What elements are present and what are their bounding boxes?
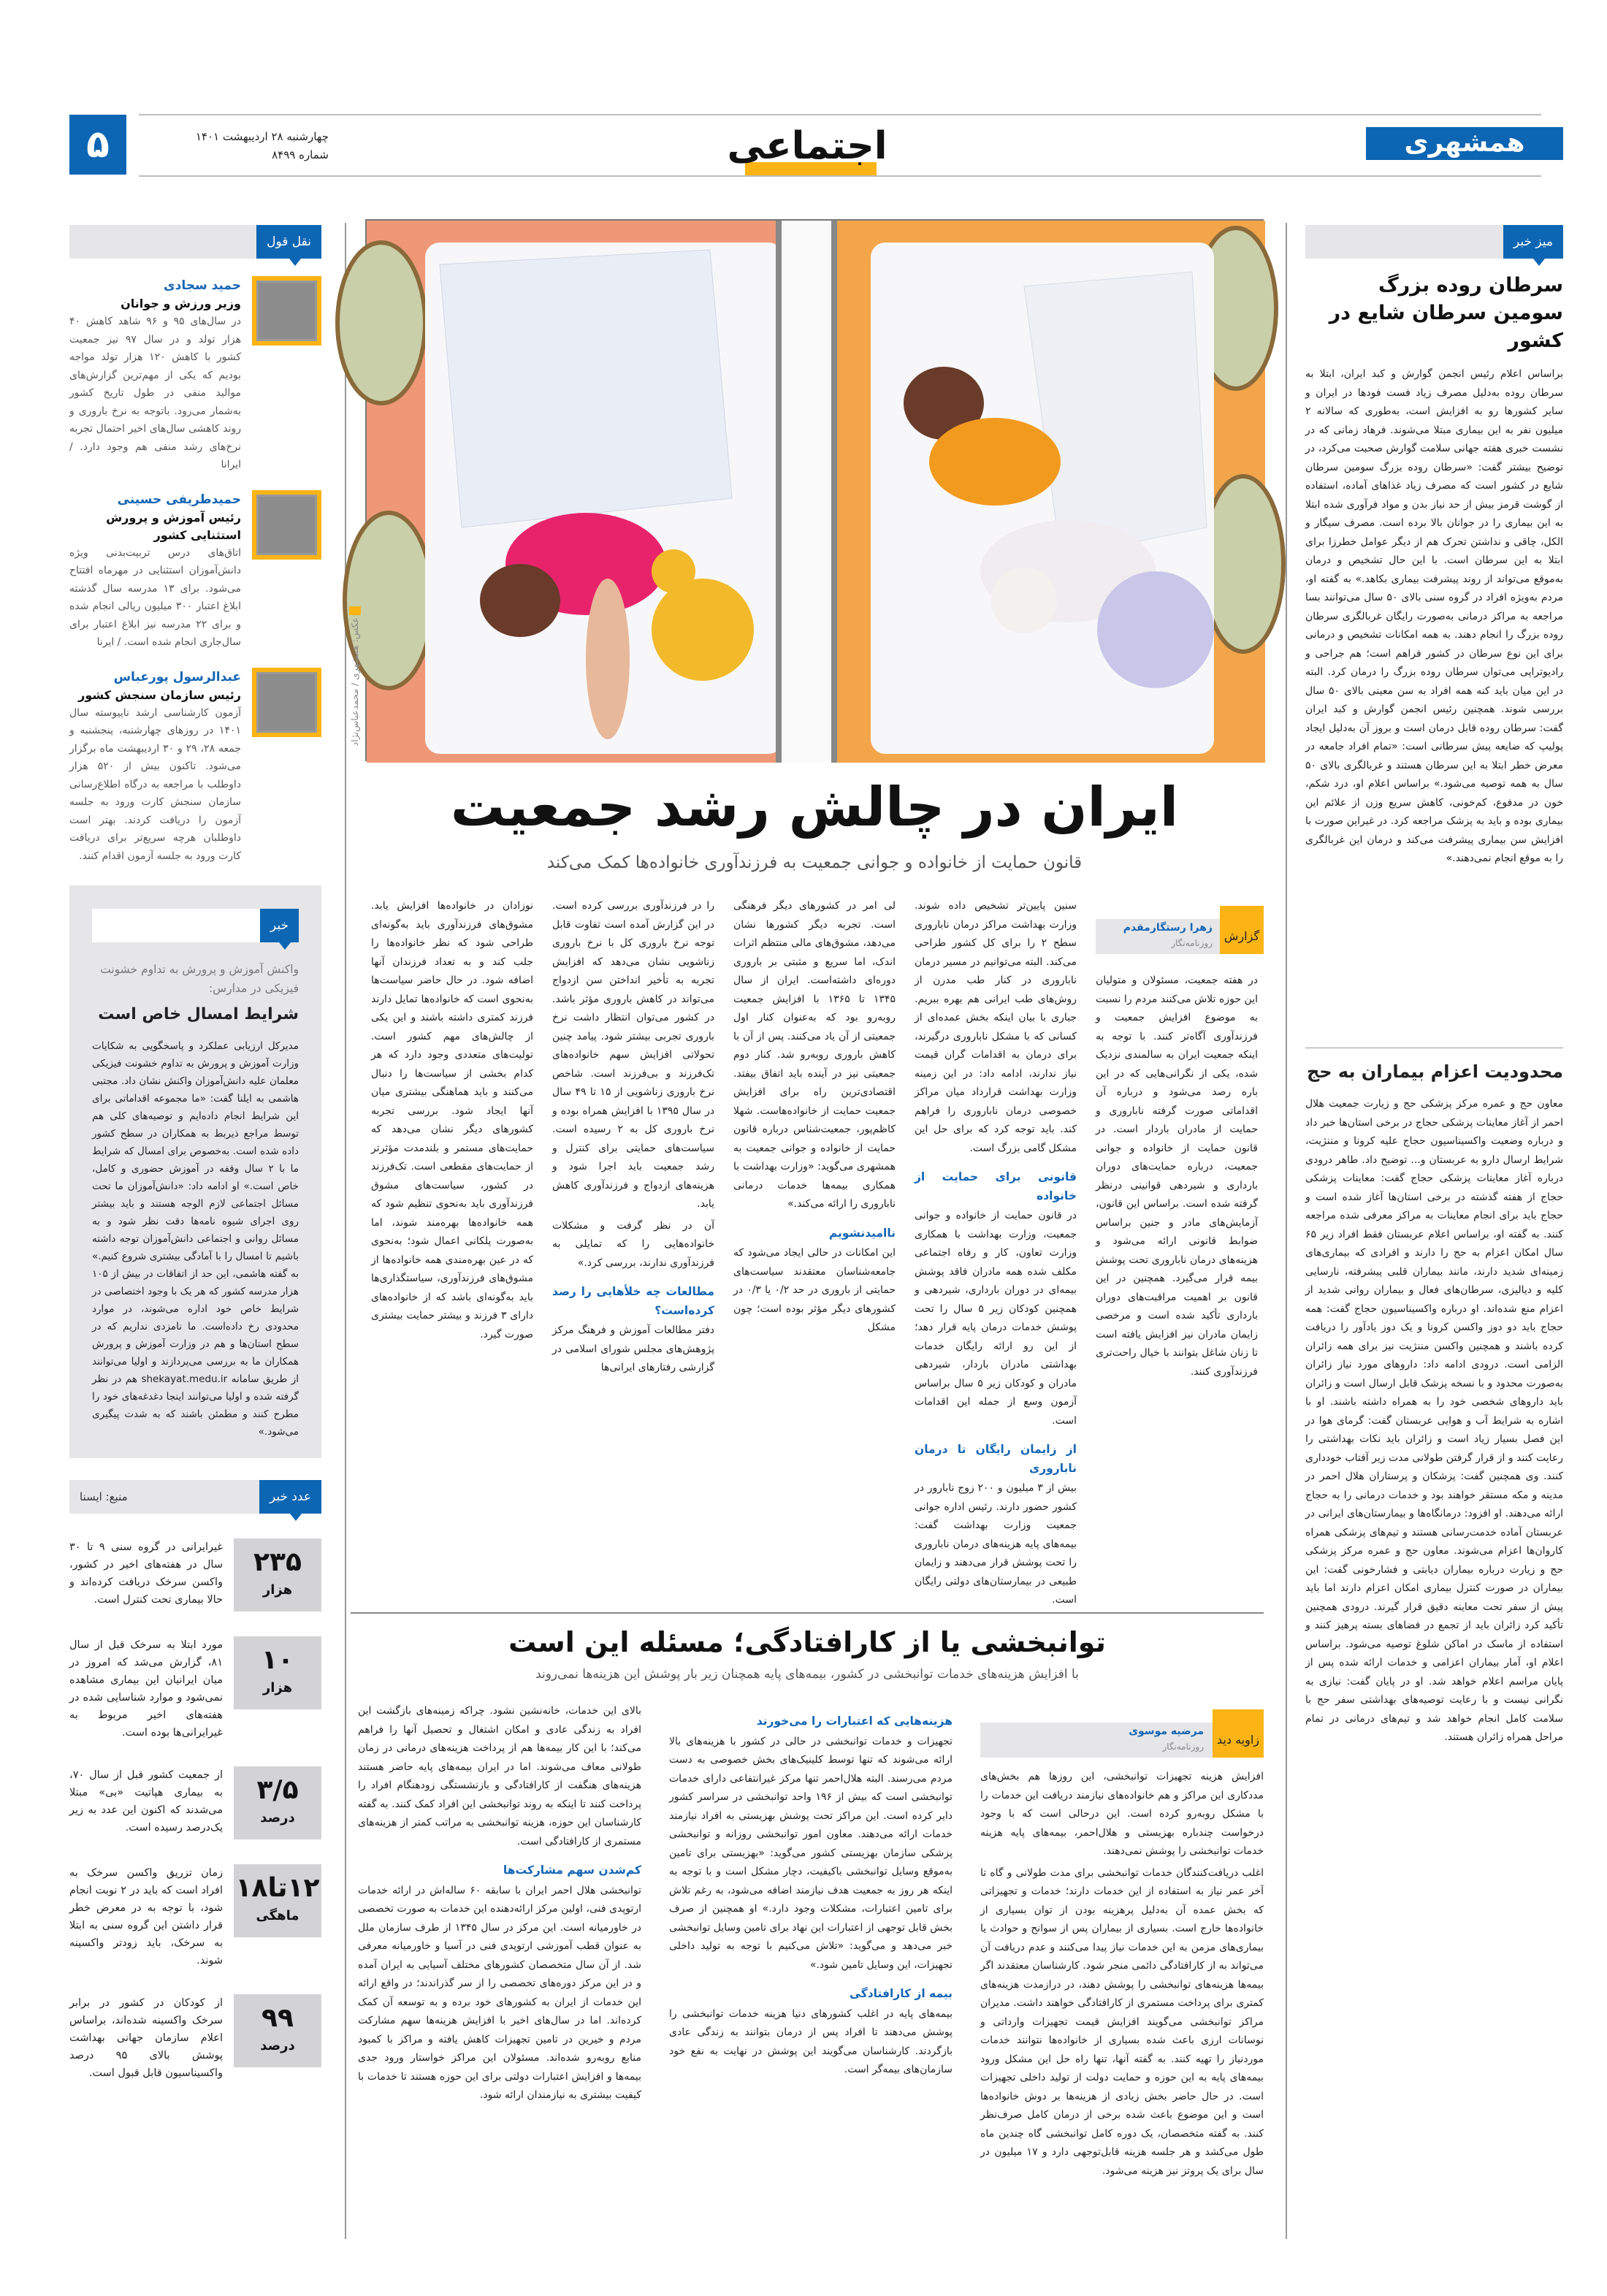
- number-badge: [234, 1538, 321, 1612]
- paragraph: لی امر در کشورهای دیگر فرهنگی است. تجربه دیگر کشورها نشان می‌دهد، مشوق‌های مالی منتظم اثرات اندک، اما سریع و مثبتی بر باروری دوره‌ای داشته‌است. ایران از سال ۱۳۴۵ تا ۱۳۶۵ با افزایش جمعیت روبه‌رو بود که به‌عنوان کنار اول جمعیتی از آن یاد می‌کنند. پس از آن با کاهش باروری روبه‌رو شد. کنار دوم جمعیتی نیز در آینده باید اتفاق بیفتد. اقتصادی‌ترین راه برای افزایش جمعیت حمایت از خانواده‌هاست. شهلا کاظم‌پور، جمعیت‌شناس درباره قانون حمایت از خانواده و جوانی جمعیت به همشهری می‌گوید: «وزارت بهداشت با همکاری بیمه‌ها خدمات درمانی ناباروری را ارائه می‌کند.»: [733, 900, 896, 1210]
- main-headline[interactable]: ایران در چالش رشد جمعیت: [450, 776, 1179, 839]
- article-hajj-title[interactable]: محدودیت اعزام بیماران به حج: [1306, 1061, 1563, 1082]
- paragraph: را در فرزندآوری بررسی کرده است. در این گزارش آمده است تفاوت قابل توجه نرخ باروری کل با نرخ باروری زناشویی نشان می‌دهد که افزایش تجربه به تأخیر انداختن سن ازدواج می‌تواند در کاهش باروری مؤثر باشد. در کشور می‌توان انتظار داشت نرخ باروری تجربی بیشتر شود. پیامد چنین تحولاتی افزایش سهم خانواده‌های تک‌فرزند و بی‌فرزند است. شاخص نرخ باروری زناشویی از ۱۵ تا ۴۹ سال در سال ۱۳۹۵ با افزایش همراه بوده و نرخ باروری کل به ۲ رسیده است. سیاست‌های حمایتی برای کنترل و رشد جمعیت باید اجرا شود و هزینه‌های ازدواج و فرزندآوری کاهش یابد.: [552, 900, 715, 1210]
- article-colon-cancer-body: براساس اعلام رئیس انجمن گوارش و کبد ایران، ابتلا به سرطان روده به‌دلیل مصرف زیاد فست فودها در ایران و سایر کشورها رو به افزایش است، به‌طوری که سالانه ۲ میلیون نفر به این بیماری مبتلا می‌شوند. فرهاد زمانی که در نشست خبری هفته جهانی سلامت گوارش صحبت می‌کرد، در توضیح بیشتر گفت: «سرطان روده بزرگ سومین سرطان شایع در کشور است که مصرف زیاد غذاهای آماده، استفاده از گوشت قرمز بیش از حد نیاز بدن و مواد فرآوری شده ابتلا به این بیماری را در جوانان بالا برده است. مصرف سیگار و الکل، چاقی و نداشتن تحرک هم از دیگر عوامل خطرزا برای ابتلا به این سرطان است. با این حال تشخیص و درمان به‌موقع می‌تواند از روند پیشرفت بیماری بکاهد.» به گفته او، مردم به‌ویژه افراد در گروه سنی بالای ۵۰ سال می‌توانند بسا مراجعه به مراکز درمانی به‌صورت رایگان غربالگری سرطان روده بزرگ را انجام دهند. به همه امکانات تشخیص و درمانی برای این نوع سرطان در کشور فراهم است؛ هم جراحی و رادیوتراپی می‌توان سرطان روده بزرگ را درمان کرد. البته در این میان باید کنه همه افراد به سن معینی بالای ۵۰ سال بررسی شوند. همچنین رئیس انجمن گوارش و کبد ایران گفت: سرطان روده قابل درمان است و بروز آن به‌دلیل ایجاد پولیپ که ضایعه پیش سرطانی است: «تمام افراد جامعه در معرض خطر ابتلا به این سرطان هستند و غربالگری بالای ۵۰ سال به همه توصیه می‌شود.» براساس اعلام او، درد شکم، خون در مدفوع، کم‌خونی، کاهش سریع وزن از علائم این بیماری بوده و باید به پزشک مراجعه کرد. در غیراین صورت با افزایش سن بیماری پیشرفت می‌کند و درمان این غربالگری را به موقع انجام نمی‌دهند.»: [1305, 368, 1563, 864]
- bottom-headline[interactable]: توانبخشی یا از کارافتادگی؛ مسئله این است: [508, 1626, 1106, 1658]
- issue-date: چهارشنبه ۲۸ اردیبهشت ۱۴۰۱: [195, 130, 329, 143]
- number-description: غیرایرانی در گروه سنی ۹ تا ۳۰ سال در هفته‌های اخیر در کشور، واکسن سرخک دریافت کرده‌اند و حالا بیماری تحت کنترل است.: [69, 1541, 224, 1606]
- number-unit: هزار: [262, 1680, 293, 1696]
- paragraph: در هفته جمعیت، مسئولان و متولیان این حوزه تلاش می‌کنند مردم را نسبت به موضوع افزایش جمعیت و فرزندآوری آگاه‌تر کنند. با توجه به اینکه جمعیت ایران به سالمندی نزدیک شده، یکی از نگرانی‌هایی که در این باره رصد می‌شود و درباره آن اقداماتی صورت گرفته ناباروری و حمایت از مادران باردار است. در قانون حمایت از خانواده و جوانی جمعیت، درباره حمایت‌های دوران بارداری و شیردهی قوانینی درنظر گرفته شده است. براساس این قانون، آزمایش‌های مادر و جنین براساس ضوابط قانونی ارائه می‌شود و هزینه‌های درمان ناباروری تحت پوشش بیمه قرار می‌گیرد. همچنین در این قانون بر اهمیت مراقبت‌های دوران بارداری تأکید شده است و مرخصی زایمان مادران نیز افزایش یافته است تا زنان شاغل بتوانند با خیال راحت‌تری فرزندآوری کنند.: [1096, 975, 1258, 1378]
- section-subheading: هزینه‌هایی که اعتبارات را می‌خورند: [756, 1715, 953, 1728]
- bottom-subheadline: با افزایش هزینه‌های خدمات توانبخشی در کشور، بیمه‌های پایه همچنان زیر بار پوشش این هزینه‌ها نمی‌روند: [535, 1667, 1079, 1682]
- viewpoint-tag: زاویه دید: [1213, 1709, 1264, 1758]
- right-column: [1305, 225, 1563, 2241]
- viewpoint-byline: [980, 1709, 1264, 1758]
- quote-person-role: رئیس سازمان سنجش کشور: [78, 687, 241, 702]
- paragraph: این امکانات در حالی ایجاد می‌شود که جامعه‌شناسان معتقدند سیاست‌های حمایتی از باروری در حد ۰/۲ یا ۰/۳ در کشورهای دیگر مؤثر بوده است؛ چون مشکل: [733, 1247, 896, 1333]
- number-unit: ماهگی: [256, 1908, 299, 1923]
- section-subheading: ناامیدنشویم: [828, 1226, 896, 1240]
- number-item: [69, 1994, 321, 2082]
- quote-item: [69, 276, 321, 474]
- number-unit: درصد: [260, 2038, 295, 2053]
- left-column-divider: [345, 223, 346, 2239]
- report-tag: گزارش: [1220, 906, 1264, 954]
- number-value: ۲۳۵: [253, 1547, 302, 1577]
- section-title-text: اجتماعی: [727, 124, 888, 168]
- number-value: ۹۹: [262, 2003, 294, 2033]
- person-photo: [256, 495, 317, 555]
- paragraph: بیمه‌های پایه در اغلب کشورهای دنیا هزینه خدمات توانبخشی را پوشش می‌دهند تا افراد پس از درمان بتوانند به زندگی عادی بازگردند. کارشناسان می‌گویند این پوشش در نهایت به نفع خود سازمان‌های بیمه‌گر است.: [669, 2007, 953, 2075]
- babies-in-cribs-photo: [367, 221, 1265, 763]
- section-subheading: از زایمان رایگان تا درمان ناباروری: [915, 1443, 1077, 1475]
- article-hajj-body: معاون حج و عمره مرکز پزشکی حج و زیارت جمعیت هلال احمر از آغاز معاینات پزشکی حجاج در برخی استان‌ها خبر داد و درباره وضعیت واکسیناسیون حجاج علیه کرونا و مننژیت، شرایط ارسال دارو به عربستان و... توضیح داد. طاهر درودی درباره آغاز معاینات پزشکی حجاج گفت: معاینات پزشکی حجاج از هفته گذشته در برخی استان‌ها آغاز شده است و حجاج باید برای انجام معاینات به مراکز معرفی شده مراجعه کنند. به گفته او، براساس اعلام عربستان فقط افراد زیر ۶۵ سال امکان اعزام به حج را دارند و افرادی که بیماری‌های زمینه‌ای شدید دارند، مانند بیماران قلبی پیشرفته، نارسایی کلیه و دیالیزی، سرطان‌های فعال و بیماران روانی شدید از اعزام منع شده‌اند. او درباره واکسیناسیون حجاج گفت: همه حجاج باید دو دوز واکسن کرونا و یک دوز یادآور را دریافت کرده باشند و همچنین واکسن مننژیت نیز برای همه زائران الزامی است. درودی ادامه داد: داروهای مورد نیاز زائران به‌صورت محدود و با نسخه پزشک قابل ارسال است و زائران باید داروهای شخصی خود را به همراه داشته باشند. او با اشاره به شرایط آب و هوایی عربستان گفت: گرمای هوا در این فصل بسیار زیاد است و زائران باید نکات بهداشتی را رعایت کنند و از قرار گرفتن طولانی مدت زیر آفتاب خودداری کنند. وی همچنین گفت: پزشکان و پرستاران هلال احمر در مدینه و مکه مستقر خواهند بود و خدمات درمانی را به حجاج ارائه می‌دهند. او افزود: درمانگاه‌ها و بیمارستان‌های ایرانی در عربستان آماده خدمت‌رسانی هستند و تیم‌های پزشکی همراه کاروان‌ها اعزام می‌شوند. معاون حج و عمره مرکز پزشکی حج و زیارت درباره بیماران دیابتی و فشارخونی گفت: این بیماران در صورت کنترل بیماری امکان اعزام دارند اما باید پیش از سفر تحت معاینه دقیق قرار گیرند. درودی همچنین تأکید کرد زائران باید از تجمع در فضاهای بسته پرهیز کنند و استفاده از ماسک در اماکن شلوغ توصیه می‌شود. براساس اعلام او، آمار بیماران اعزامی و خدمات ارائه شده پس از پایان مراسم اعلام خواهد شد. او در پایان گفت: نیازی به نگرانی نیست و با رعایت توصیه‌های بهداشتی سفر حج با سلامت کامل انجام خواهد شد و تیم‌های درمانی در تمام مراحل همراه زائران هستند.: [1305, 1098, 1563, 1743]
- paragraph: سنین پایین‌تر تشخیص داده شوند. وزارت بهداشت مراکز درمان ناباروری سطح ۲ را برای کل کشور طراحی می‌کند. البته می‌توانیم در مسیر درمان ناباروری در کنار طب مدرن از روش‌های طب ایرانی هم بهره ببریم. جباری با بیان اینکه بخش عمده‌ای از کسانی که با مشکل ناباروری درگیرند، برای درمان به اقدامات گران قیمت نیاز ندارند، ادامه داد: در این زمینه وزارت بهداشت قرارداد میان مراکز خصوصی درمان ناباروری را فراهم کند. باید توجه کرد که برای حل این مشکل گامی بزرگ است.: [915, 900, 1077, 1154]
- number-description: زمان تزریق واکسن سرخک به افراد است که باید در ۲ نوبت انجام شود، با توجه به در معرض خطر قرار داشتن این گروه سنی به ابتلا به سرخک، باید زودتر واکسینه شوند.: [69, 1867, 223, 1967]
- quote-content: [69, 668, 241, 866]
- number-badge: [234, 1994, 321, 2067]
- issue-number: شماره ۸۴۹۹: [272, 148, 329, 161]
- article-column: [669, 1702, 953, 2235]
- main-subheadline: قانون حمایت از خانواده و جوانی جمعیت به فرزندآوری خانواده‌ها کمک می‌کند: [546, 853, 1083, 872]
- number-description: از کودکان در کشور در برابر سرخک واکسینه شده‌اند، براساس اعلام سازمان جهانی بهداشت پوشش بالای ۹۵ درصد واکسیناسیون قابل قبول است.: [69, 1997, 223, 2079]
- number-badge: [234, 1766, 321, 1839]
- news-desk-tag: میز خبر: [1503, 225, 1563, 259]
- quote-item: [69, 668, 321, 866]
- number-item: [69, 1538, 321, 1612]
- quote-person-name[interactable]: حمید سجادی: [164, 278, 241, 293]
- number-description: مورد ابتلا به سرخک قبل از سال ۸۱، گزارش می‌شد که امروز در میان ایرانیان این بیماری مشاهده نمی‌شود و موارد شناسایی شده در هفته‌های اخیر مربوط به غیرایرانی‌ها بوده است.: [69, 1639, 223, 1739]
- page-number-badge: ۵: [69, 115, 126, 175]
- photo-credit: عکس: همشهری / محمدعباس‌نژاد: [349, 617, 360, 747]
- paragraph: افزایش هزینه تجهیزات توانبخشی، این روزها هم بخش‌های مددکاری این مراکز و هم خانواده‌های نیازمند دریافت این خدمات را با مشکل روبه‌رو کرده است. این درحالی است که با وجود درخواست چندباره بهزیستی و هلال‌احمر، بیمه‌های پایه هزینه خدمات توانبخشی را پوشش نمی‌دهند.: [980, 1771, 1264, 1857]
- news-desk-header: [1305, 225, 1563, 259]
- quote-portrait: [252, 276, 321, 346]
- number-badge: [234, 1636, 321, 1709]
- paragraph: آن در نظر گرفت و مشکلات خانواده‌هایی را که تمایلی به فرزندآوری ندارند، بررسی کرد.»: [552, 1219, 714, 1269]
- photo-credit-marker: [349, 606, 361, 615]
- article-column: [371, 897, 533, 1584]
- numbers-list: [69, 1514, 321, 2082]
- article-column: [980, 1768, 1264, 2235]
- quote-item: [69, 490, 321, 652]
- news-box-header: [92, 909, 299, 942]
- number-value: ۳/۵: [256, 1775, 299, 1805]
- quote-text: آزمون کارشناسی ارشد ناپیوسته سال ۱۴۰۱ در روزهای چهارشنبه، پنجشنبه و جمعه ۲۸، ۲۹ و ۳۰ اردیبهشت ماه برگزار می‌شود. تاکنون بیش از ۵۲۰ هزار داوطلب با مراجعه به درگاه اطلاع‌رسانی سازمان سنجش کارت ورود به جلسه آزمون را دریافت کردند. بهتر است داوطلبان هرچه سریع‌تر برای دریافت کارت ورود به جلسه آزمون اقدام کنند.: [69, 706, 242, 862]
- article-column: [1096, 972, 1258, 1584]
- main-photo: [365, 219, 1264, 761]
- section-subheading: کم‌شدن سهم مشارکت‌ها: [503, 1864, 641, 1877]
- number-item: [69, 1636, 321, 1742]
- paragraph: بیش از ۳ میلیون و ۲۰۰ زوج نابارور در کشور حضور دارند. رئیس اداره جوانی جمعیت وزارت بهداشت گفت: بیمه‌های پایه هزینه‌های درمان ناباروری را تحت پوشش قرار می‌دهند و زایمان طبیعی در بیمارستان‌های دولتی رایگان است.: [915, 1482, 1077, 1606]
- number-value: ۱۲تا۱۸: [235, 1873, 320, 1903]
- news-title[interactable]: شرایط امسال خاص است: [98, 1005, 299, 1023]
- paragraph: توانبخشی هلال احمر ایران با سابقه ۶۰ ساله‌اش در ارائه خدمات ارتوپدی فنی، اولین مرکز ارائه‌دهنده این خدمات به صورت تخصصی در خاورمیانه است. این مرکز در سال ۱۳۴۵ از طرف سازمان ملل به عنوان قطب آموزشی ارتوپدی فنی در آسیا و خاورمیانه معرفی شد. از آن سال متخصصان کشورهای مختلف آسیایی به ایران آمده و در این مرکز دوره‌های تخصصی را از سر گذراندند؛ در واقع ارائه این خدمات از ایران به کشورهای خود برده و به توسعه آن کمک کرده‌اند. اما در سال‌های اخیر با افزایش هزینه‌ها سهم مشارکت مردم و خیرین در تامین تجهیزات کاهش یافته و مراکز با کمبود منابع روبه‌رو شده‌اند. مسئولان این مراکز خواستار ورود جدی بیمه‌ها و افزایش اعتبارات دولتی برای این حوزه هستند تا خدمات با کیفیت بیشتری به نیازمندان ارائه شود.: [358, 1884, 641, 2101]
- report-author-role: روزنامه‌نگار: [1171, 938, 1213, 948]
- paragraph: تجهیزات و خدمات توانبخشی در حالی در کشور با هزینه‌های بالا ارائه می‌شوند که تنها توسط کلینیک‌های بخش خصوصی به دست مردم می‌رسند. البته هلال‌احمر تنها مرکز غیرانتفاعی دارای خدمات توانبخشی است که بیش از ۱۹۶ واحد توانبخشی در سراسر کشور دایر کرده است. این مراکز تحت پوشش بهزیستی به افراد نیازمند خدمات ارائه می‌دهند. معاون امور توانبخشی روزانه و توانبخشی پزشکی سازمان بهزیستی کشور می‌گوید: «بهزیستی برای تامین به‌موقع وسایل توانبخشی باکیفیت، دچار مشکل است و با توجه به اینکه هر روز به جمعیت هدف نیازمند اضافه می‌شود، به رغم تلاش برای تامین اعتبارات، مشکلات وجود دارد.» او همچنین از صرف بخش قابل توجهی از اعتبارات این نهاد برای تامین وسایل توانبخشی خبر می‌دهد و می‌گوید: «تلاش می‌کنیم با توجه به تولید داخلی تجهیزات، این وسایل تامین شود.»: [669, 1735, 953, 1971]
- issue-info: [139, 128, 329, 164]
- paragraph: دفتر مطالعات آموزش و فرهنگ مرکز پژوهش‌های مجلس شورای اسلامی در گزارشی رفتارهای ایرانی‌ها: [552, 1324, 714, 1373]
- number-item: [69, 1766, 321, 1839]
- number-badge: [234, 1864, 321, 1937]
- report-author[interactable]: زهرا رستگارمقدم: [1123, 922, 1213, 934]
- numbers-tag: عدد خبر: [259, 1480, 321, 1514]
- bottom-separator: [351, 1612, 1264, 1614]
- number-value: ۱۰: [262, 1645, 294, 1675]
- quote-person-name[interactable]: حمیدطریفی حسینی: [117, 492, 241, 507]
- number-unit: درصد: [260, 1810, 295, 1826]
- report-byline: [1096, 906, 1264, 954]
- section-subheading: قانونی برای حمایت از خانواده: [915, 1170, 1077, 1202]
- left-column: [69, 225, 321, 2263]
- numbers-source: منبع: ایسنا: [80, 1490, 128, 1503]
- quote-person-role: رئیس آموزش و پرورش استثنایی کشور: [106, 510, 241, 542]
- news-body: مدیرکل ارزیابی عملکرد و پاسخگویی به شکایات وزارت آموزش و پرورش به تداوم خشونت فیزیکی معلمان علیه دانش‌آموزان واکنش نشان داد. مجتبی هاشمی به ایلنا گفت: «ما مجموعه اقداماتی برای این شرایط انجام داده‌ایم و توصیه‌های کلی هم توسط مراجع ذیربط به همکاران در سطح کشور داده شده است. به‌خصوص برای امسال که شرایط ما با ۲ سال وقفه در آموزش حضوری و کامل، خاص است.» او ادامه داد: «دانش‌آموزان ما تحت مسائل اجتماعی لازم الوجه هستند و باید بیشتر روی اجرای شیوه نامه‌ها دقت نظر شود و به مسائل روانی و اجتماعی دانش‌آموزان توجه داشته باشیم تا امسال را با آمادگی بیشتری شروع کنیم.» به گفته هاشمی، این حد از اتفاقات در بیش از ۱۰۵ هزار مدرسه کشور که هر یک با وجود اختصاصی در شرایط خاص خود اداره می‌شوند، در موارد محدودی رخ داده‌است. ما نامزدی نداریم که در سطح استان‌ها و هم در وزارت آموزش و پرورش همکاران ما به بررسی می‌پردازند و اولیا می‌توانند از طریق سامانه shekayat.medu.ir هم در نظر گرفته شده و اولیا می‌توانند اینجا دغدغه‌های خود را مطرح کنند و مطمئن باشند که به شدت پیگیری می‌شود.»: [92, 1040, 299, 1438]
- quote-portrait: [252, 668, 321, 737]
- title-line: سرطان روده بزرگ: [1378, 274, 1563, 297]
- masthead-logo[interactable]: همشهری: [1366, 127, 1563, 160]
- number-description: از جمعیت کشور قبل از سال ۷۰، به بیماری هپاتیت «بی» مبتلا می‌شدند که اکنون این عدد به زیر یک‌درصد رسیده است.: [69, 1769, 223, 1834]
- section-subheading: مطالعات چه خلأهایی را رصد کرده‌است؟: [552, 1285, 714, 1317]
- paragraph: نوزادان در خانواده‌ها افزایش یابد. مشوق‌های فرزندآوری باید به‌گونه‌ای طراحی شود که نظر خانواده‌ها را جلب کند و به تعداد فرزندان آنها اضافه شود. در حال حاضر سیاست‌ها به‌نحوی است که خانواده‌ها تمایل دارند فرزند کمتری داشته باشند و این یکی از چالش‌های مهم کشور است. تولیت‌های متعددی وجود دارد که هر کدام بخشی از سیاست‌ها را دنبال می‌کنند و باید هماهنگی بیشتری میان آنها ایجاد شود. بررسی تجربه کشورهای دیگر نشان می‌دهد که حمایت‌های مستمر و بلندمدت مؤثرتر از حمایت‌های مقطعی است. تک‌فرزند در کشور، سیاست‌های مشوق فرزندآوری باید به‌نحوی تنظیم شود که همه خانواده‌ها بهره‌مند شوند، اما به‌صورت پلکانی اعمال شود؛ به‌نحوی که در عین بهره‌مندی همه خانواده‌ها از مشوق‌های فرزندآوری، سیاستگذاری‌ها باید به‌گونه‌ای باشد که از خانواده‌های دارای ۳ فرزند و بیشتر حمایت بیشتری صورت گیرد.: [371, 900, 534, 1340]
- viewpoint-author-role: روزنامه‌نگار: [1162, 1742, 1204, 1752]
- section-subheading: بیمه از کارافتادگی: [850, 1987, 953, 2000]
- quote-person-name[interactable]: عبدالرسول پورعباس: [113, 669, 241, 684]
- article-column: [358, 1702, 641, 2235]
- person-photo: [256, 281, 317, 341]
- quotes-tag: نقل قول: [256, 225, 321, 259]
- quote-person-role: وزیر ورزش و جوانان: [121, 297, 241, 310]
- paragraph: در قانون حمایت از خانواده و جوانی جمعیت، وزارت بهداشت با همکاری وزارت تعاون، کار و رفاه اجتماعی مکلف شده همه مادران فاقد پوشش بیمه‌ای در دوران بارداری، شیردهی و همچنین کودکان زیر ۵ سال را تحت پوشش خدمات درمان پایه قرار دهد؛ از این رو ارائه رایگان خدمات بهداشتی مادران باردار، شیردهی مادران و کودکان زیر ۵ سال براساس آزمون وسع از جمله این اقدامات است.: [915, 1210, 1077, 1427]
- article-column: [733, 897, 896, 1584]
- right-column-divider: [1286, 223, 1287, 2239]
- title-line: سومین سرطان شایع در کشور: [1329, 302, 1563, 352]
- news-box-tag: خبر: [260, 909, 299, 942]
- quote-portrait: [252, 490, 321, 560]
- quote-content: [69, 276, 241, 474]
- quote-text: در سال‌های ۹۵ و ۹۶ شاهد کاهش ۴۰ هزار تولد و در سال ۹۷ نیز جمعیت کشور با کاهش ۱۲۰ هزار تولد مواجه بودیم که یکی از مهم‌ترین گزارش‌های موالید منفی در طول تاریخ کشور به‌شمار می‌رود. باتوجه به نرخ باروری و روند کاهشی سال‌های اخیر احتمال تجربه نرخ‌های رشد منفی هم وجود دارد. / ایرانا: [69, 316, 241, 470]
- section-title: [701, 124, 913, 183]
- article-column: [552, 897, 714, 1584]
- number-unit: هزار: [262, 1582, 293, 1598]
- person-photo: [256, 672, 317, 733]
- quote-content: [69, 490, 241, 652]
- article-column: [915, 897, 1077, 1606]
- quotes-list: [69, 276, 321, 881]
- paragraph: اغلب دریافت‌کنندگان خدمات توانبخشی برای مدت طولانی و گاه تا آخر عمر نیاز به استفاده از این خدمات دارند؛ خدمات و تجهیزاتی که بخش عمده آن به‌دلیل پرهزینه بودن از توان بسیاری از خانواده‌ها خارج است. بسیاری از بیماران پس از سوانح و حوادث یا بیماری‌های مزمن به این خدمات نیاز پیدا می‌کنند و عدم دریافت آن می‌تواند به از کارافتادگی دائمی منجر شود. کارشناسان معتقدند اگر بیمه‌ها هزینه‌های توانبخشی را پوشش دهند، در درازمدت هزینه‌های کمتری برای پرداخت مستمری از کارافتادگی خواهند داشت. مدیران مراکز توانبخشی می‌گویند افزایش قیمت تجهیزات وارداتی و نوسانات ارزی باعث شده بسیاری از خانواده‌ها نتوانند خدمات موردنیاز را تهیه کنند. به گفته آنها، تنها راه حل این مشکل ورود بیمه‌های پایه به این حوزه و حمایت دولت از تولید داخلی تجهیزات است. در حال حاضر بخش زیادی از هزینه‌ها بر دوش خانواده‌ها است و این موضوع باعث شده برخی از درمان کامل صرف‌نظر کنند. به گفته متخصصان، یک دوره کامل توانبخشی گاه چندین ماه طول می‌کشد و هر جلسه هزینه قابل‌توجهی دارد و ۱۷ میلیون در سال برای یک پروتز نیز هزینه می‌شود.: [980, 1866, 1264, 2177]
- news-box: [69, 885, 321, 1458]
- paragraph: بالای این خدمات، خانه‌نشین نشود. چراکه زمینه‌های بازگشت این افراد به زندگی عادی و امکان اشتغال و تحصیل آنها را فراهم می‌کند؛ با این کار بیمه‌ها هم از پرداخت هزینه‌های درمانی در زمان طولانی معاف می‌شوند. اما در ایران بیمه‌های پایه حاضر هستند هزینه‌های هنگفت از کارافتادگی و بازنشستگی زودهنگام افراد را پرداخت کنند تا اینکه به روند توانبخشی این افراد کمک کنند. به گفته کارشناسان این حوزه، هزینه توانبخشی به مراتب کمتر از هزینه‌های مستمری از کارافتادگی است.: [358, 1705, 641, 1847]
- quote-text: اتاق‌های درس تربیت‌بدنی ویژه دانش‌آموزان استثنایی در مهرماه افتتاح می‌شود. برای ۱۳ مدرسه سال گذشته ابلاغ اعتبار ۳۰۰ میلیون ریالی انجام شده و برای ۲۲ مدرسه نیز ابلاغ اعتبار برای سال‌جاری انجام شده است. / ایرنا: [69, 546, 241, 648]
- news-kicker: واکنش آموزش و پرورش به تداوم خشونت فیزیکی در مدارس:: [100, 963, 299, 995]
- header-top-rule: [139, 114, 1541, 115]
- quotes-header: [69, 225, 321, 259]
- article-colon-cancer-title[interactable]: [1305, 272, 1563, 355]
- viewpoint-author[interactable]: مرضیه موسوی: [1129, 1725, 1204, 1737]
- number-item: [69, 1864, 321, 1969]
- numbers-header: [69, 1480, 321, 1514]
